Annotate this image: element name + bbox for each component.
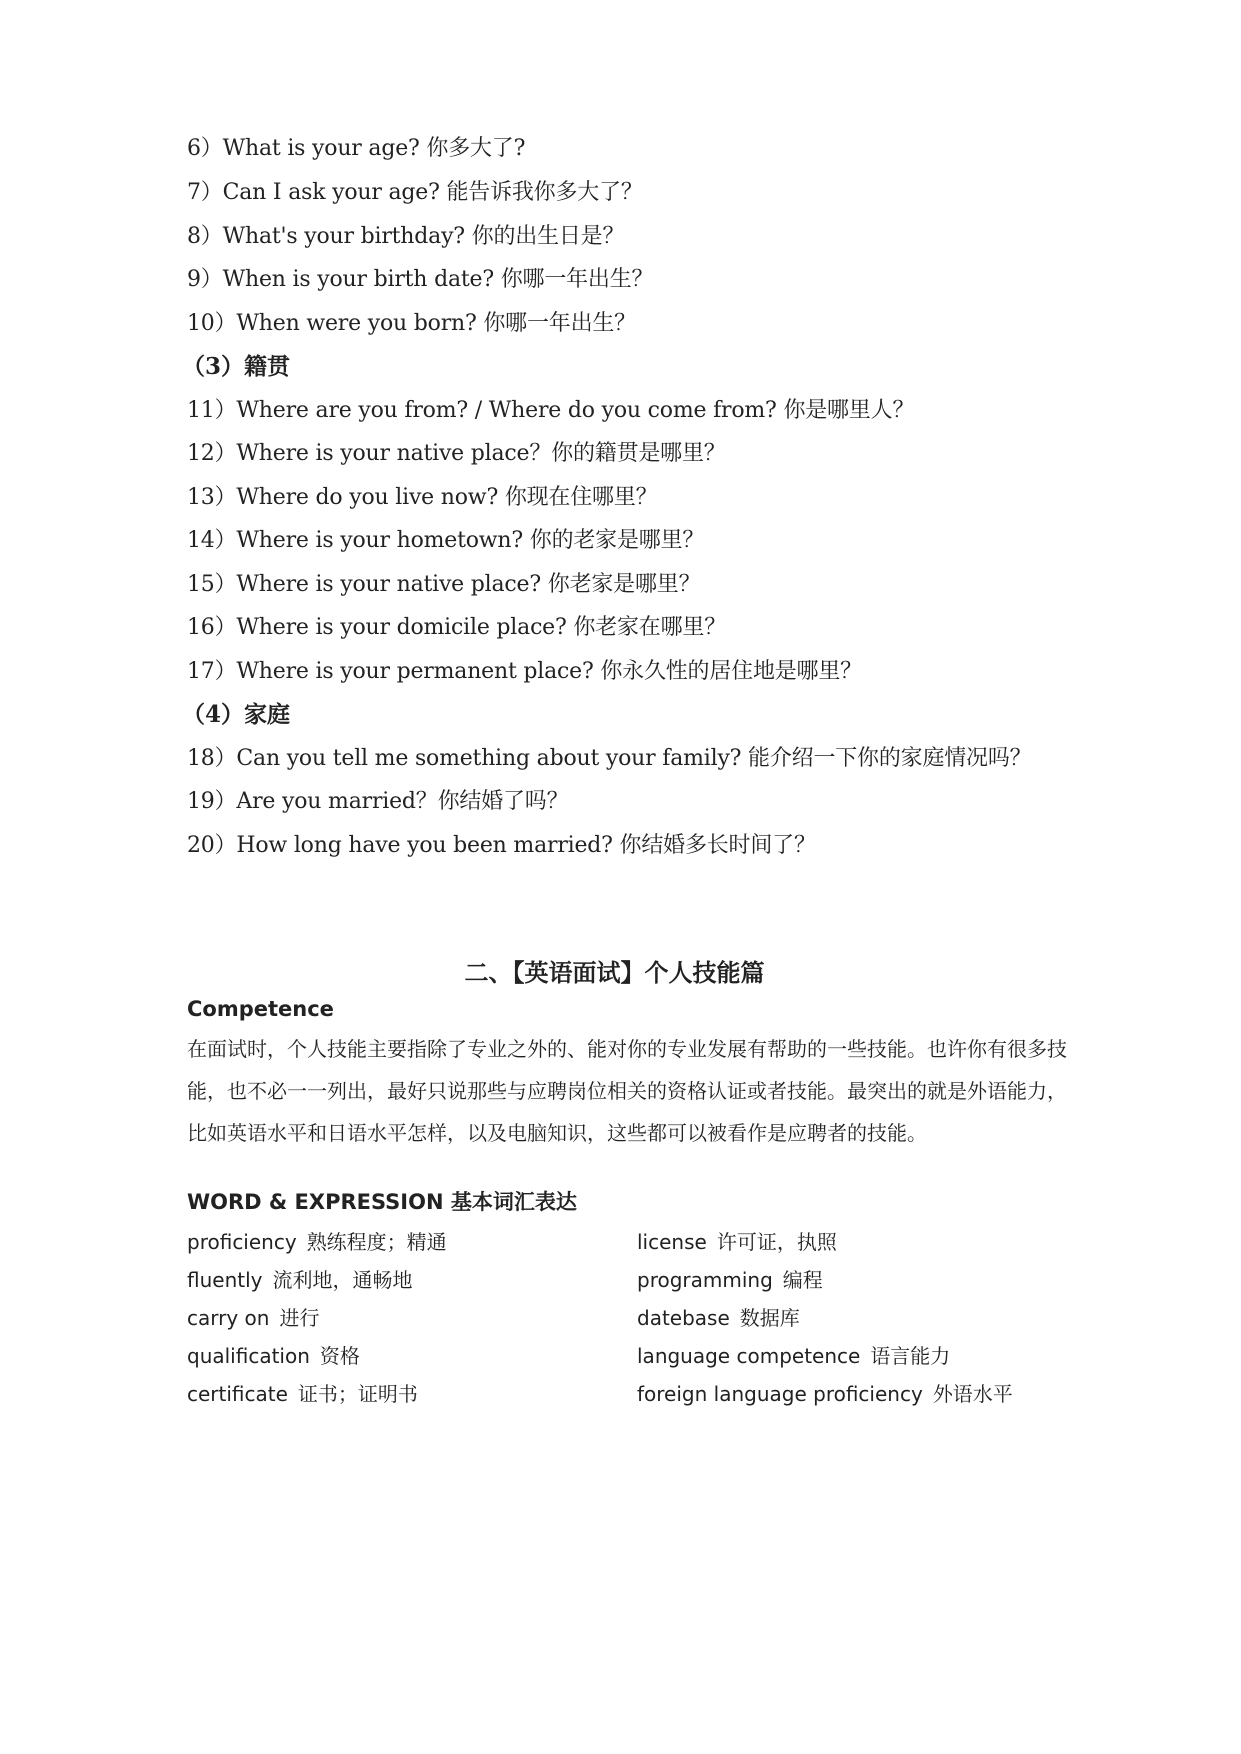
question-7: 7）Can I ask your age? 能告诉我你多大了？: [187, 180, 643, 205]
vocab-meaning: 证书；证明书: [297, 1382, 418, 1406]
vocab-term: license: [637, 1230, 707, 1254]
vocab-term: carry on: [187, 1306, 270, 1330]
question-15: 15）Where is your native place? 你老家是哪里？: [187, 572, 701, 597]
chapter-title-text: 二、【英语面试】个人技能篇: [464, 958, 765, 987]
question-20: 20）How long have you been married? 你结婚多长时间了？: [187, 833, 816, 858]
vocab-term: proficiency: [187, 1230, 297, 1254]
vocab-term: programming: [637, 1268, 773, 1292]
vocab-meaning: 熟练程度；精通: [306, 1230, 447, 1254]
vocab-item: [187, 1302, 319, 1331]
competence-heading: Competence: [187, 997, 334, 1021]
question-11: 11）Where are you from? / Where do you come from? 你是哪里人？: [187, 398, 915, 423]
question-14: 14）Where is your hometown? 你的老家是哪里？: [187, 528, 705, 553]
section-heading-family: （4）家庭: [182, 701, 291, 728]
vocab-term: fluently: [187, 1268, 263, 1292]
question-10: 10）When were you born? 你哪一年出生？: [187, 311, 636, 336]
vocab-item: [637, 1340, 950, 1369]
vocab-meaning: 进行: [279, 1306, 320, 1330]
vocab-meaning: 语言能力: [870, 1344, 951, 1368]
intro-paragraph: 在面试时，个人技能主要指除了专业之外的、能对你的专业发展有帮助的一些技能。也许你有很多技能，也不必一一列出，最好只说那些与应聘岗位相关的资格认证或者技能。最突出的就是外语能力，比如英语水平和日语水平怎样，以及电脑知识，这些都可以被看作是应聘者的技能。: [187, 1037, 1067, 1145]
section-heading-origin: （3）籍贯: [182, 353, 291, 380]
vocab-heading: WORD & EXPRESSION 基本词汇表达: [187, 1190, 577, 1214]
question-19: 19）Are you married？你结婚了吗？: [187, 789, 569, 814]
vocab-item: [637, 1264, 823, 1293]
question-17: 17）Where is your permanent place? 你永久性的居住地是哪里？: [187, 659, 862, 684]
vocab-meaning: 编程: [782, 1268, 823, 1292]
vocab-term: foreign language proficiency: [637, 1382, 923, 1406]
chapter-title: [0, 953, 1241, 988]
vocab-item: [187, 1264, 413, 1293]
question-16: 16）Where is your domicile place? 你老家在哪里？: [187, 615, 726, 640]
question-6: 6）What is your age? 你多大了?: [187, 136, 526, 161]
vocab-item: [637, 1302, 800, 1331]
vocab-meaning: 许可证，执照: [716, 1230, 837, 1254]
vocab-term: qualification: [187, 1344, 310, 1368]
vocab-item: [187, 1378, 418, 1407]
question-18: 18）Can you tell me something about your family? 能介绍一下你的家庭情况吗？: [187, 746, 1032, 771]
question-9: 9）When is your birth date? 你哪一年出生？: [187, 267, 654, 292]
question-13: 13）Where do you live now? 你现在住哪里？: [187, 485, 658, 510]
vocab-term: language competence: [637, 1344, 861, 1368]
vocab-meaning: 资格: [319, 1344, 360, 1368]
vocab-item: [187, 1226, 447, 1255]
vocab-term: datebase: [637, 1306, 730, 1330]
vocab-meaning: 数据库: [739, 1306, 800, 1330]
vocab-term: certificate: [187, 1382, 288, 1406]
question-8: 8）What's your birthday? 你的出生日是？: [187, 224, 625, 249]
vocab-item: [637, 1378, 1013, 1407]
vocab-item: [187, 1340, 360, 1369]
vocab-meaning: 流利地，通畅地: [272, 1268, 413, 1292]
question-12: 12）Where is your native place？你的籍贯是哪里？: [187, 441, 726, 466]
vocab-item: [637, 1226, 837, 1255]
vocab-meaning: 外语水平: [932, 1382, 1013, 1406]
